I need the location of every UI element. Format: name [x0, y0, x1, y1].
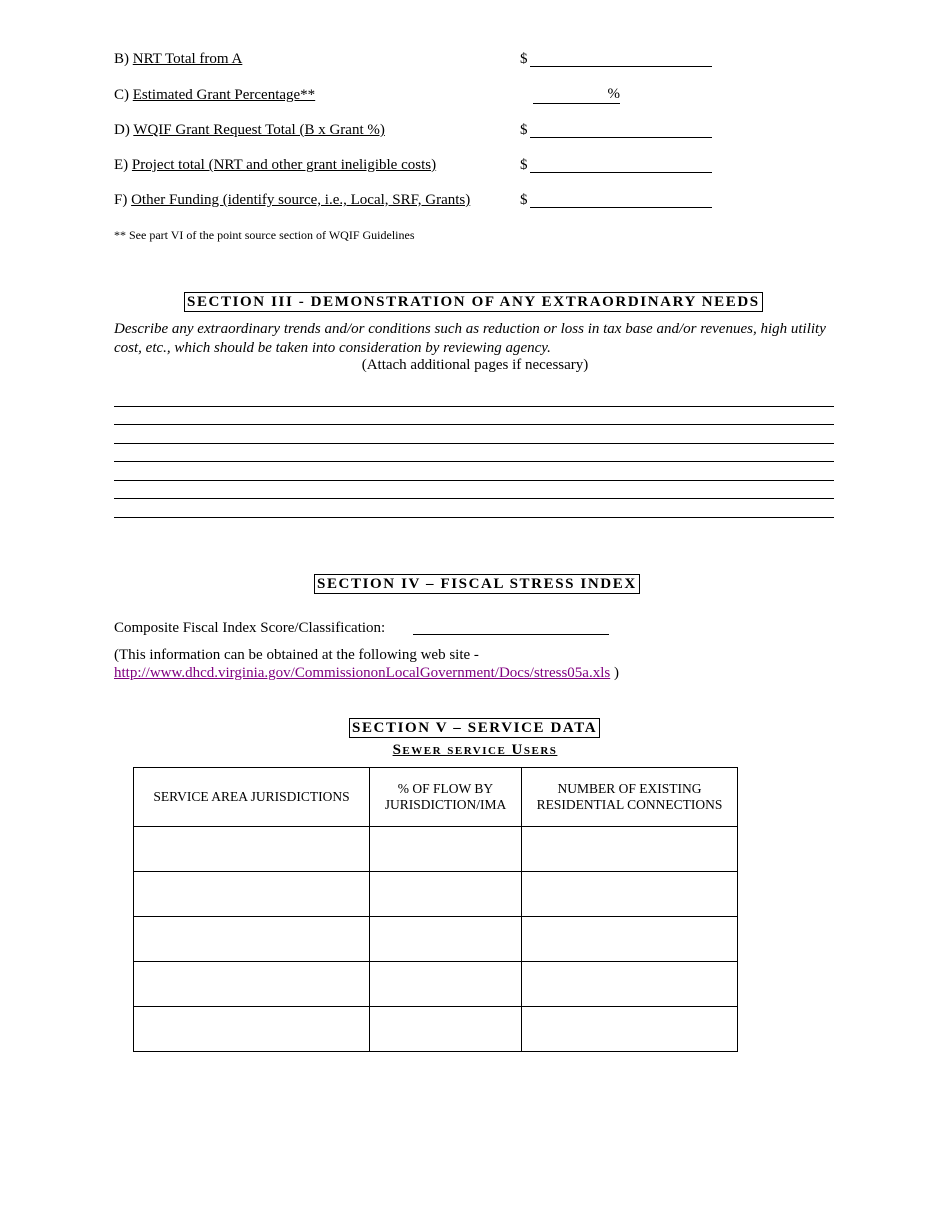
row-f-letter: F)	[114, 192, 128, 208]
table-cell[interactable]	[134, 827, 370, 872]
row-b-letter: B)	[114, 51, 129, 67]
row-b-input-line[interactable]	[530, 66, 712, 67]
attach-note: (Attach additional pages if necessary)	[361, 357, 589, 373]
table-row	[134, 827, 738, 872]
table-cell[interactable]	[134, 962, 370, 1007]
table-row	[134, 1007, 738, 1052]
writing-line[interactable]	[114, 443, 834, 444]
row-e-dollar: $	[520, 157, 528, 173]
row-e-label	[114, 157, 436, 174]
section-3-description: Describe any extraordinary trends and/or conditions such as reduction or loss in tax base and/or revenues, high utility cost, etc., which should be taken into consideration by reviewing agency.	[114, 321, 826, 356]
table-cell[interactable]	[370, 917, 522, 962]
table-cell[interactable]	[134, 917, 370, 962]
row-d-label	[114, 122, 385, 139]
writing-line[interactable]	[114, 461, 834, 462]
row-f-text: Other Funding (identify source, i.e., Local, SRF, Grants)	[131, 192, 471, 208]
row-e-input-line[interactable]	[530, 172, 712, 173]
section-3-title: SECTION III - DEMONSTRATION OF ANY EXTRAORDINARY NEEDS	[184, 292, 763, 312]
table-cell[interactable]	[370, 962, 522, 1007]
table-header-row	[134, 768, 738, 827]
table-row	[134, 872, 738, 917]
section-4-title: SECTION IV – FISCAL STRESS INDEX	[314, 574, 640, 594]
table-cell[interactable]	[522, 962, 738, 1007]
section-5-title: SECTION V – SERVICE DATA	[349, 718, 600, 738]
row-d-text: WQIF Grant Request Total (B x Grant %)	[133, 122, 385, 138]
info-text: (This information can be obtained at the following web site -	[114, 647, 479, 663]
table-cell[interactable]	[370, 1007, 522, 1052]
row-c-text: Estimated Grant Percentage**	[132, 87, 316, 103]
row-f-input-line[interactable]	[530, 207, 712, 208]
header-flow-percent: % OF FLOW BY JURISDICTION/IMA	[370, 768, 522, 827]
row-c-percent: %	[607, 86, 620, 102]
writing-line[interactable]	[114, 406, 834, 407]
fiscal-score-label: Composite Fiscal Index Score/Classification:	[114, 620, 386, 636]
writing-line[interactable]	[114, 498, 834, 499]
sewer-users-heading: Sewer service Users	[392, 742, 558, 758]
table-cell[interactable]	[370, 872, 522, 917]
info-link-line	[114, 665, 619, 682]
row-b-dollar: $	[520, 51, 528, 67]
row-d-letter: D)	[114, 122, 130, 138]
table-row	[134, 962, 738, 1007]
section-5-subtitle	[0, 742, 950, 759]
table-cell[interactable]	[522, 917, 738, 962]
table-row	[134, 917, 738, 962]
row-d-input-line[interactable]	[530, 137, 712, 138]
header-connections: NUMBER OF EXISTING RESIDENTIAL CONNECTIONS	[522, 768, 738, 827]
row-e-letter: E)	[114, 157, 129, 173]
table-cell[interactable]	[134, 872, 370, 917]
service-data-table	[133, 767, 738, 1052]
row-f-dollar: $	[520, 192, 528, 208]
row-b-label	[114, 51, 242, 68]
row-e-text: Project total (NRT and other grant ineligible costs)	[131, 157, 437, 173]
row-c-label	[114, 87, 315, 104]
table-cell[interactable]	[134, 1007, 370, 1052]
writing-line[interactable]	[114, 517, 834, 518]
writing-line[interactable]	[114, 480, 834, 481]
table-cell[interactable]	[522, 827, 738, 872]
row-f-label	[114, 192, 470, 209]
row-d-dollar: $	[520, 122, 528, 138]
row-c-input-line[interactable]	[533, 86, 620, 104]
stress-index-link[interactable]: http://www.dhcd.virginia.gov/CommissiononLocalGovernment/Docs/stress05a.xls	[114, 665, 611, 681]
fiscal-score-input-line[interactable]	[413, 634, 609, 635]
table-cell[interactable]	[370, 827, 522, 872]
info-link-close: )	[613, 665, 619, 681]
header-service-area: SERVICE AREA JURISDICTIONS	[134, 768, 370, 827]
writing-line[interactable]	[114, 424, 834, 425]
row-b-text: NRT Total from A	[132, 51, 243, 67]
table-cell[interactable]	[522, 872, 738, 917]
footnote: ** See part VI of the point source section of WQIF Guidelines	[114, 228, 415, 242]
row-c-letter: C)	[114, 87, 129, 103]
table-cell[interactable]	[522, 1007, 738, 1052]
